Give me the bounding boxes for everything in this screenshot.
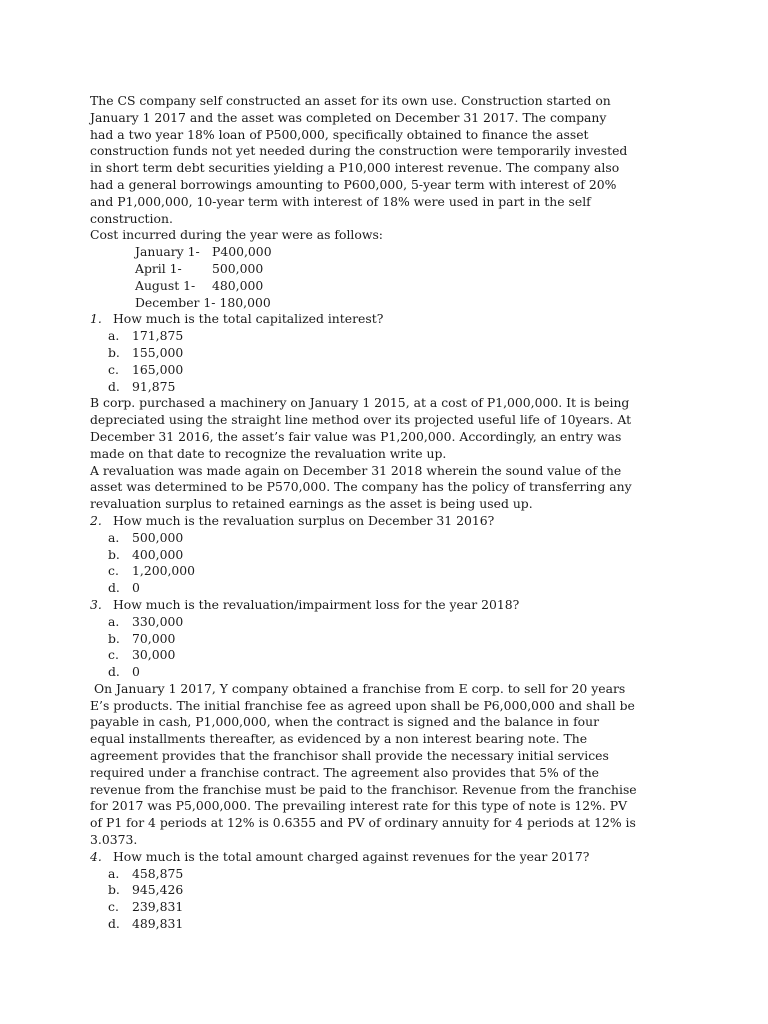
text-line: construction. <box>90 210 173 226</box>
text-line: The CS company self constructed an asset for its own use. Construction started on <box>90 93 611 108</box>
option-letter: d. <box>108 580 120 596</box>
text-line: construction funds not yet needed during the construction were temporarily invested <box>90 143 628 159</box>
option-text: 489,831 <box>132 916 184 932</box>
question-number: 4. <box>90 848 102 864</box>
text-line: required under a franchise contract. The agreement also provides that 5% of the <box>90 764 600 780</box>
paragraph-b-corp <box>90 395 690 513</box>
option-text: 945,426 <box>132 882 184 898</box>
option-letter: a. <box>108 613 120 629</box>
answer-option <box>90 882 690 899</box>
option-letter: b. <box>108 546 120 562</box>
cost-list <box>90 244 690 311</box>
option-text: 0 <box>132 580 140 596</box>
cost-amount: 180,000 <box>219 294 271 310</box>
answer-option <box>90 580 690 597</box>
paragraph-cs-company <box>90 93 690 227</box>
cost-date: April 1- <box>135 260 182 276</box>
cost-row <box>90 295 690 312</box>
answer-option <box>90 362 690 379</box>
option-letter: c. <box>108 899 119 915</box>
text-line: and P1,000,000, 10-year term with interest of 18% were used in part in the self <box>90 193 591 209</box>
text-line: asset was determined to be P570,000. The company has the policy of transferring any <box>90 479 632 495</box>
option-letter: c. <box>108 563 119 579</box>
text-line: depreciated using the straight line method over its projected useful life of 10years. At <box>90 412 632 428</box>
answer-option <box>90 614 690 631</box>
text-line: December 31 2016, the asset’s fair value was P1,200,000. Accordingly, an entry was <box>90 428 622 444</box>
option-text: 239,831 <box>132 899 184 915</box>
option-text: 165,000 <box>132 361 184 377</box>
question-text: How much is the total capitalized interest? <box>113 311 384 327</box>
text-line: had a two year 18% loan of P500,000, specifically obtained to finance the asset <box>90 126 589 142</box>
option-text: 171,875 <box>132 328 184 344</box>
option-letter: a. <box>108 865 120 881</box>
cost-amount: 500,000 <box>212 260 264 276</box>
question-text: How much is the revaluation surplus on December 31 2016? <box>113 512 495 528</box>
answer-option <box>90 866 690 883</box>
option-text: 70,000 <box>132 630 176 646</box>
option-letter: c. <box>108 361 119 377</box>
question-4 <box>90 849 690 933</box>
option-letter: c. <box>108 647 119 663</box>
question-text: How much is the total amount charged against revenues for the year 2017? <box>113 848 590 864</box>
answer-option <box>90 664 690 681</box>
answer-option <box>90 547 690 564</box>
question-text: How much is the revaluation/impairment loss for the year 2018? <box>113 596 520 612</box>
answer-option <box>90 899 690 916</box>
question-number: 3. <box>90 596 102 612</box>
answer-option <box>90 563 690 580</box>
cost-amount: P400,000 <box>212 244 272 260</box>
option-letter: d. <box>108 916 120 932</box>
text-line: E’s products. The initial franchise fee as agreed upon shall be P6,000,000 and shall be <box>90 697 635 713</box>
text-line: in short term debt securities yielding a P10,000 interest revenue. The company also <box>90 160 620 176</box>
question-2 <box>90 513 690 597</box>
option-text: 458,875 <box>132 865 184 881</box>
option-text: 0 <box>132 664 140 680</box>
answer-option <box>90 345 690 362</box>
option-text: 400,000 <box>132 546 184 562</box>
question-3 <box>90 597 690 681</box>
document-page <box>90 93 690 933</box>
text-line: 3.0373. <box>90 832 138 848</box>
answer-option <box>90 328 690 345</box>
option-text: 500,000 <box>132 529 184 545</box>
option-text: 330,000 <box>132 613 184 629</box>
cost-date: August 1- <box>135 277 196 293</box>
answer-option <box>90 916 690 933</box>
text-line: of P1 for 4 periods at 12% is 0.6355 and PV of ordinary annuity for 4 periods at 12% is <box>90 815 636 831</box>
option-letter: b. <box>108 882 120 898</box>
answer-option <box>90 631 690 648</box>
text-line: revaluation surplus to retained earnings as the asset is being used up. <box>90 496 533 512</box>
cost-amount: 480,000 <box>212 277 264 293</box>
option-text: 91,875 <box>132 378 176 394</box>
text-line: for 2017 was P5,000,000. The prevailing interest rate for this type of note is 12%. PV <box>90 798 628 814</box>
cost-row <box>90 244 690 261</box>
text-line: January 1 2017 and the asset was completed on December 31 2017. The company <box>90 109 607 125</box>
option-text: 1,200,000 <box>132 563 196 579</box>
option-text: 30,000 <box>132 647 176 663</box>
cost-date: December 1- <box>135 294 216 310</box>
question-number: 2. <box>90 512 102 528</box>
option-letter: a. <box>108 529 120 545</box>
option-letter: b. <box>108 344 120 360</box>
text-line: agreement provides that the franchisor shall provide the necessary initial services <box>90 748 609 764</box>
text-line: On January 1 2017, Y company obtained a franchise from E corp. to sell for 20 years <box>90 680 626 696</box>
answer-option <box>90 647 690 664</box>
question-number: 1. <box>90 311 102 327</box>
text-line: B corp. purchased a machinery on January 1 2015, at a cost of P1,000,000. It is being <box>90 395 630 411</box>
option-letter: a. <box>108 328 120 344</box>
text-line: had a general borrowings amounting to P600,000, 5-year term with interest of 20% <box>90 176 617 192</box>
text-line: made on that date to recognize the revaluation write up. <box>90 445 447 461</box>
answer-option <box>90 530 690 547</box>
cost-row <box>90 278 690 295</box>
option-text: 155,000 <box>132 344 184 360</box>
text-line: A revaluation was made again on December 31 2018 wherein the sound value of the <box>90 462 622 478</box>
option-letter: b. <box>108 630 120 646</box>
text-line: revenue from the franchise must be paid to the franchisor. Revenue from the franchise <box>90 781 637 797</box>
option-letter: d. <box>108 664 120 680</box>
text-line: equal installments thereafter, as evidenced by a non interest bearing note. The <box>90 731 588 747</box>
option-letter: d. <box>108 378 120 394</box>
cost-row <box>90 261 690 278</box>
cost-heading: Cost incurred during the year were as follows: <box>90 227 383 243</box>
answer-option <box>90 379 690 396</box>
paragraph-franchise <box>90 681 690 849</box>
cost-date: January 1- <box>135 244 200 260</box>
text-line: payable in cash, P1,000,000, when the contract is signed and the balance in four <box>90 714 600 730</box>
question-1 <box>90 311 690 395</box>
